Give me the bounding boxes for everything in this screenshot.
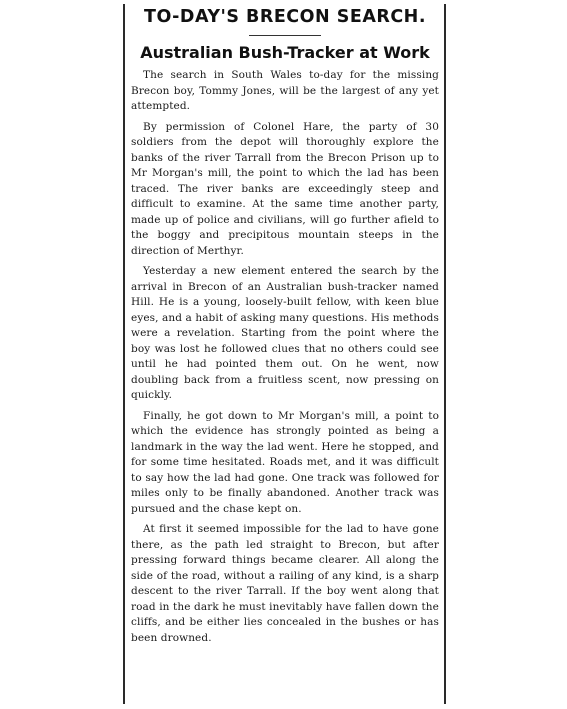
column-rule-right	[444, 4, 446, 704]
article-paragraph-5: At first it seemed impossible for the lad to have gone there, as the path led straight to Brecon, but after pressing forward things became clearer. All along the side of the road, without a railing of any kind, is a sharp descent to the river Tarrall. If the boy went along that road in the dark he must inevitably have fallen down the cliffs, and be either lies concealed in the bushes or has been drowned.	[131, 523, 439, 644]
column-rule-left	[123, 4, 125, 704]
article-headline: TO-DAY'S BRECON SEARCH.	[144, 7, 426, 27]
article-subheadline: Australian Bush-Tracker at Work	[140, 43, 430, 62]
article-column	[131, 5, 439, 651]
article-paragraph-4: Finally, he got down to Mr Morgan's mill, a point to which the evidence has strongly pointed as being a landmark in the way the lad went. Here he stopped, and for some time hesitated. Roads met, and it was difficult to say how the lad had gone. One track was followed for miles only to be finally abandoned. Another track was pursued and the chase kept on.	[131, 409, 439, 515]
headline-divider	[249, 35, 321, 36]
article-paragraph-3: Yesterday a new element entered the search by the arrival in Brecon of an Australian bush-tracker named Hill. He is a young, loosely-built fellow, with keen blue eyes, and a habit of asking many questions. His methods were a revelation. Starting from the point where the boy was lost he followed clues that no others could see until he had pointed them out. On he went, now doubling back from a fruitless scent, now pressing on quickly.	[131, 265, 439, 401]
article-paragraph-2: By permission of Colonel Hare, the party of 30 soldiers from the depot will thoroughly explore the banks of the river Tarrall from the Brecon Prison up to Mr Morgan's mill, the point to which the lad has been traced. The river banks are exceedingly steep and difficult to examine. At the same time another party, made up of police and civilians, will go further afield to the boggy and precipitous mountain steeps in the direction of Merthyr.	[131, 120, 439, 257]
article-paragraph-1: The search in South Wales to-day for the missing Brecon boy, Tommy Jones, will be the largest of any yet attempted.	[131, 69, 439, 112]
